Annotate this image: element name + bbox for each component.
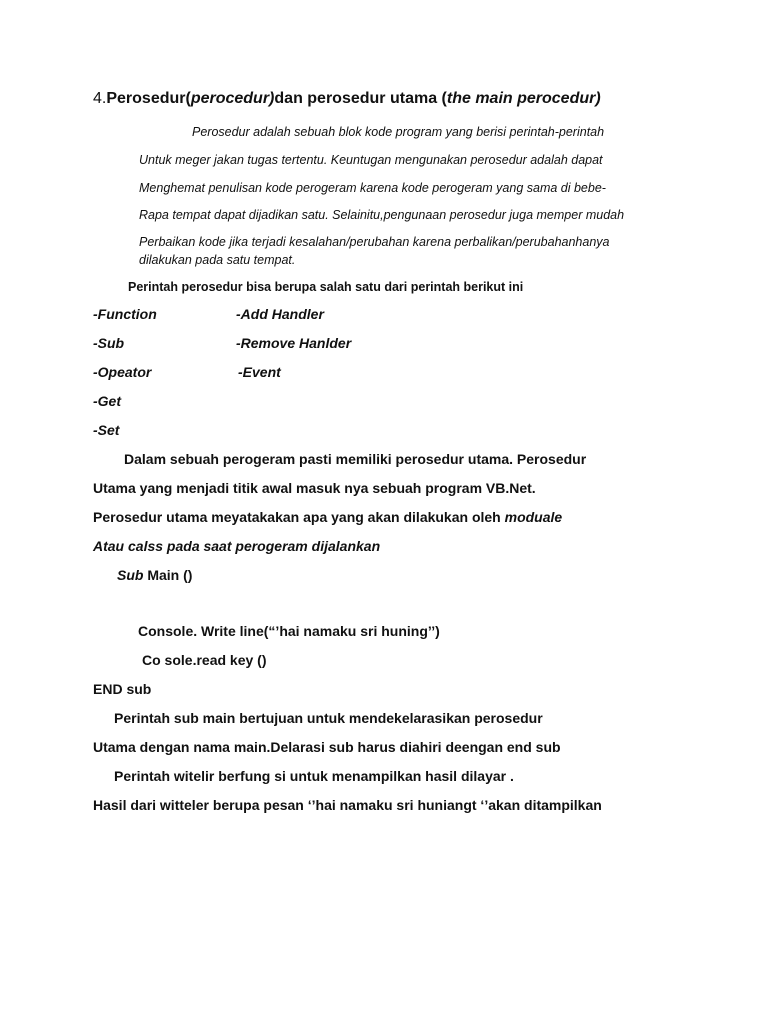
- command-event: -Event: [238, 364, 281, 380]
- para1-line-3-normal: Perosedur utama meyatakakan apa yang akan dilakukan oleh: [93, 509, 505, 525]
- intro-line-4: Rapa tempat dapat dijadikan satu. Selainitu,pengunaan perosedur juga memper mudah: [139, 208, 625, 222]
- command-sub: -Sub: [93, 335, 125, 351]
- command-remove-handler: -Remove Hanlder: [236, 335, 352, 351]
- heading-number: 4.: [93, 90, 107, 107]
- code-sub-main: [117, 566, 192, 584]
- intro-line-3: Menghemat penulisan kode perogeram karena kode perogeram yang sama di bebe-: [139, 181, 606, 195]
- para1-line-3: [93, 508, 562, 526]
- heading-part-1: Perosedur(: [106, 90, 191, 107]
- command-get: -Get: [93, 393, 121, 409]
- heading-part-3: dan perosedur utama (: [274, 90, 447, 107]
- code-end-sub: END sub: [93, 681, 152, 697]
- command-operator: -Opeator: [93, 364, 152, 380]
- para2-line-4: Hasil dari witteler berupa pesan ‘’hai namaku sri huniangt ‘’akan ditampilkan: [93, 797, 602, 813]
- code-sub-rest: Main (): [143, 567, 193, 583]
- intro-line-1: Perosedur adalah sebuah blok kode program yang berisi perintah-perintah: [192, 125, 605, 139]
- code-read-line: Co sole.read key (): [142, 652, 267, 668]
- para1-line-2: Utama yang menjadi titik awal masuk nya sebuah program VB.Net.: [93, 480, 536, 496]
- section-heading: [93, 90, 601, 108]
- para1-line-1: Dalam sebuah perogeram pasti memiliki perosedur utama. Perosedur: [124, 451, 587, 467]
- para1-line-4: Atau calss pada saat perogeram dijalankan: [93, 538, 381, 554]
- command-set: -Set: [93, 422, 120, 438]
- command-add-handler: -Add Handler: [236, 306, 324, 322]
- list-intro: Perintah perosedur bisa berupa salah satu dari perintah berikut ini: [128, 280, 524, 294]
- heading-part-4: the main perocedur): [446, 90, 601, 107]
- command-function: -Function: [93, 306, 157, 322]
- para1-line-3-italic: moduale: [504, 509, 563, 525]
- para2-line-2: Utama dengan nama main.Delarasi sub harus diahiri deengan end sub: [93, 739, 561, 755]
- para2-line-1: Perintah sub main bertujuan untuk mendekelarasikan perosedur: [114, 710, 543, 726]
- intro-line-6: dilakukan pada satu tempat.: [139, 253, 296, 267]
- code-console-line: Console. Write line(“’hai namaku sri huning’’): [138, 623, 440, 639]
- para2-line-3: Perintah witelir berfung si untuk menampilkan hasil dilayar .: [114, 768, 514, 784]
- heading-part-2: perocedur): [190, 90, 275, 107]
- intro-line-5: Perbaikan kode jika terjadi kesalahan/perubahan karena perbalikan/perubahanhanya: [139, 235, 610, 249]
- code-sub-keyword: Sub: [117, 567, 144, 583]
- intro-line-2: Untuk meger jakan tugas tertentu. Keuntugan mengunakan perosedur adalah dapat: [139, 153, 603, 167]
